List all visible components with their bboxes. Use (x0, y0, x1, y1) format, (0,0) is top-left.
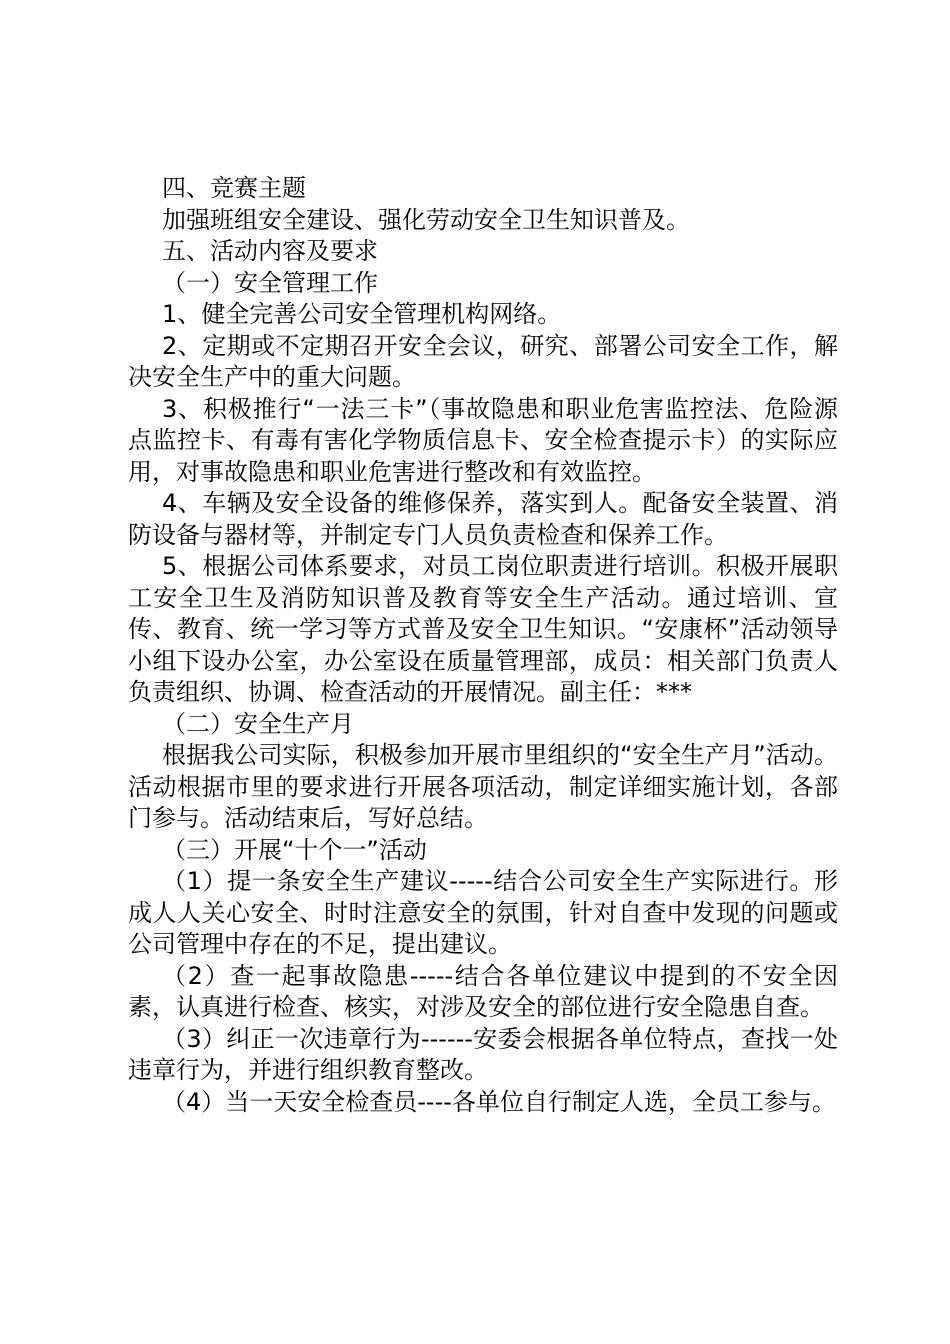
paragraph-item-1: 1、健全完善公司安全管理机构网络。 (162, 300, 562, 328)
section-heading-content: 五、活动内容及要求 (162, 237, 378, 265)
subsection-heading-ten-ones: （三）开展“十个一”活动 (162, 835, 427, 864)
paragraph-activity-1: （1）提一条安全生产建议-----结合公司安全生产实际进行。形成人人关心安全、时时注意安全的氛围，针对自查中发现的问题或公司管理中存在的不足，提出建议。 (128, 867, 838, 958)
subsection-heading-safety-month: （二）安全生产月 (162, 709, 354, 738)
paragraph-item-3: 3、积极推行“一法三卡”（事故隐患和职业危害监控法、危险源点监控卡、有毒有害化学物质信息卡、安全检查提示卡）的实际应用，对事故隐患和职业危害进行整改和有效监控。 (128, 394, 838, 486)
subsection-heading-management: （一）安全管理工作 (162, 268, 378, 297)
theme-text: 加强班组安全建设、强化劳动安全卫生知识普及。 (162, 205, 690, 234)
paragraph-item-5: 5、根据公司体系要求，对员工岗位职责进行培训。积极开展职工安全卫生及消防知识普及教育等安全生产活动。通过培训、宣传、教育、统一学习等方式普及安全卫生知识。“安康杯”活动领导小组下设办公室，办公室设在质量管理部，成员：相关部门负责人负责组织、协调、检查活动的开展情况。副主任：*** (128, 552, 838, 706)
section-heading-theme: 四、竞赛主题 (162, 174, 306, 202)
paragraph-item-2: 2、定期或不定期召开安全会议，研究、部署公司安全工作，解决安全生产中的重大问题。 (128, 331, 838, 391)
paragraph-activity-2: （2）查一起事故隐患-----结合各单位建议中提到的不安全因素，认真进行检查、核实，对涉及安全的部位进行安全隐患自查。 (128, 961, 838, 1021)
paragraph-item-4: 4、车辆及安全设备的维修保养，落实到人。配备安全装置、消防设备与器材等，并制定专门人员负责检查和保养工作。 (128, 489, 838, 549)
paragraph-safety-month: 根据我公司实际，积极参加开展市里组织的“安全生产月”活动。活动根据市里的要求进行开展各项活动，制定详细实施计划，各部门参与。活动结束后，写好总结。 (128, 741, 838, 832)
document-page (128, 173, 838, 1118)
paragraph-activity-3: （3）纠正一次违章行为------安委会根据各单位特点，查找一处违章行为，并进行组织教育整改。 (128, 1024, 838, 1084)
paragraph-activity-4: （4）当一天安全检查员----各单位自行制定人选，全员工参与。 (162, 1087, 836, 1116)
